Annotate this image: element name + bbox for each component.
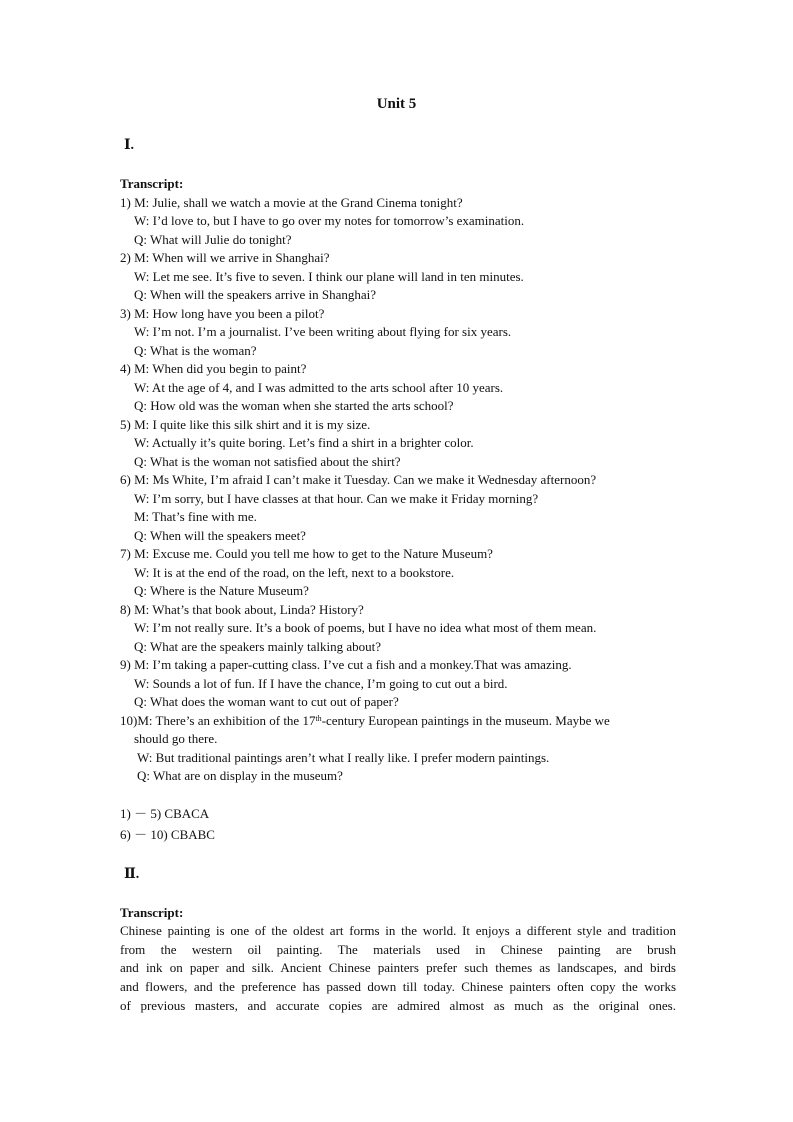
dialogue-2-m: 2) M: When will we arrive in Shanghai? (120, 250, 330, 265)
dialogue-1-w: W: I’d love to, but I have to go over my notes for tomorrow’s examination. (134, 213, 525, 228)
paragraph-line-3: and ink on paper and silk. Ancient Chinese painters prefer such themes as landscapes, and birds (120, 960, 676, 975)
page-title: Unit 5 (376, 96, 417, 112)
dialogue-4-q: Q: How old was the woman when she started the arts school? (134, 398, 454, 413)
dialogue-6-q: Q: When will the speakers meet? (134, 528, 306, 543)
dialogue-3-q: Q: What is the woman? (134, 343, 257, 358)
dialogue-3-m: 3) M: How long have you been a pilot? (120, 306, 325, 321)
answers-1-5: 1) － 5) CBACA (120, 806, 210, 821)
dialogue-1-m: 1) M: Julie, shall we watch a movie at the Grand Cinema tonight? (120, 195, 463, 210)
dialogue-9-w: W: Sounds a lot of fun. If I have the chance, I’m going to cut out a bird. (134, 676, 508, 691)
dialogue-8-w: W: I’m not really sure. It’s a book of poems, but I have no idea what most of them mean. (134, 620, 597, 635)
dialogue-6-w: W: I’m sorry, but I have classes at that hour. Can we make it Friday morning? (134, 491, 539, 506)
answers-6-10: 6) － 10) CBABC (120, 827, 215, 842)
dialogue-2-q: Q: When will the speakers arrive in Shanghai? (134, 287, 376, 302)
dialogue-1-q: Q: What will Julie do tonight? (134, 232, 292, 247)
dialogue-7-w: W: It is at the end of the road, on the left, next to a bookstore. (134, 565, 455, 580)
dialogue-8-q: Q: What are the speakers mainly talking about? (134, 639, 382, 654)
dialogue-6-m: 6) M: Ms White, I’m afraid I can’t make it Tuesday. Can we make it Wednesday afternoon? (120, 472, 597, 487)
dialogue-2-w: W: Let me see. It’s five to seven. I think our plane will land in ten minutes. (134, 269, 524, 284)
dialogue-7-m: 7) M: Excuse me. Could you tell me how to get to the Nature Museum? (120, 546, 493, 561)
dialogue-10-m-pre: 10)M: There’s an exhibition of the 17 (120, 713, 316, 728)
section-2-transcript-label: Transcript: (120, 905, 184, 920)
dialogue-10-w: W: But traditional paintings aren’t what I really like. I prefer modern paintings. (137, 750, 550, 765)
dialogue-10-m-cont: should go there. (134, 731, 218, 746)
paragraph-line-2: from the western oil painting. The materials used in Chinese painting are brush (120, 942, 676, 957)
section-1-transcript-label: Transcript: (120, 176, 184, 191)
dialogue-10-q: Q: What are on display in the museum? (137, 768, 343, 783)
dialogue-10-m-superscript: th (315, 714, 322, 723)
dialogue-10-m (120, 713, 610, 728)
dialogue-4-m: 4) M: When did you begin to paint? (120, 361, 307, 376)
dialogue-4-w: W: At the age of 4, and I was admitted to the arts school after 10 years. (134, 380, 504, 395)
dialogue-5-w: W: Actually it’s quite boring. Let’s find a shirt in a brighter color. (134, 435, 474, 450)
dialogue-8-m: 8) M: What’s that book about, Linda? History? (120, 602, 364, 617)
dialogue-9-q: Q: What does the woman want to cut out of paper? (134, 694, 399, 709)
dialogue-9-m: 9) M: I’m taking a paper-cutting class. I’ve cut a fish and a monkey.That was amazing. (120, 657, 572, 672)
dialogue-7-q: Q: Where is the Nature Museum? (134, 583, 309, 598)
paragraph-line-4: and flowers, and the preference has passed down till today. Chinese painters often copy the works (120, 979, 676, 994)
dialogue-6-m2: M: That’s fine with me. (134, 509, 257, 524)
section-2-numeral: Ⅱ. (124, 867, 140, 882)
dialogue-5-m: 5) M: I quite like this silk shirt and it is my size. (120, 417, 371, 432)
dialogue-5-q: Q: What is the woman not satisfied about the shirt? (134, 454, 401, 469)
dialogue-3-w: W: I’m not. I’m a journalist. I’ve been writing about flying for six years. (134, 324, 512, 339)
paragraph-line-5: of previous masters, and accurate copies are admired almost as much as the original ones. (120, 998, 676, 1013)
paragraph-line-1: Chinese painting is one of the oldest art forms in the world. It enjoys a different style and tradition (120, 923, 676, 938)
dialogue-10-m-post: -century European paintings in the museum. Maybe we (321, 713, 610, 728)
section-1-numeral: Ⅰ. (124, 138, 135, 153)
